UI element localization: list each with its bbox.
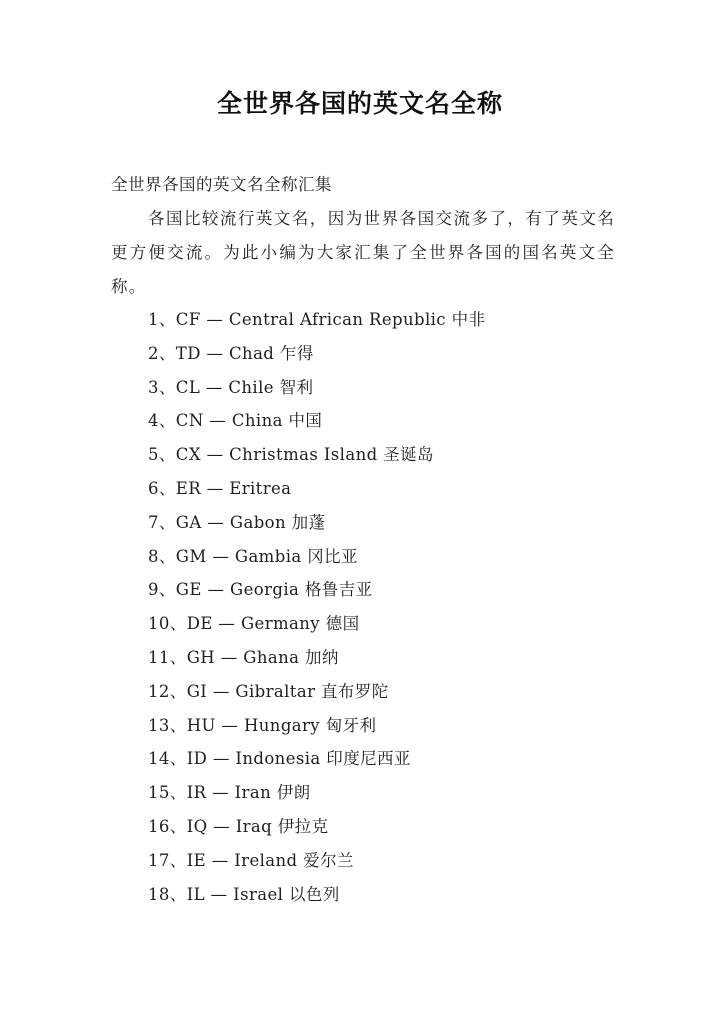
list-item: 17、IE — Ireland 爱尔兰 bbox=[148, 850, 354, 870]
list-item: 9、GE — Georgia 格鲁吉亚 bbox=[148, 580, 373, 600]
list-item: 18、IL — Israel 以色列 bbox=[148, 884, 340, 904]
list-item: 14、ID — Indonesia 印度尼西亚 bbox=[148, 749, 411, 769]
list-item: 11、GH — Ghana 加纳 bbox=[148, 647, 339, 667]
list-item: 4、CN — China 中国 bbox=[148, 411, 323, 431]
list-item: 7、GA — Gabon 加蓬 bbox=[148, 512, 326, 532]
document-subtitle: 全世界各国的英文名全称汇集 bbox=[111, 175, 332, 194]
list-item: 13、HU — Hungary 匈牙利 bbox=[148, 715, 377, 735]
list-item: 3、CL — Chile 智利 bbox=[148, 377, 314, 397]
country-list bbox=[148, 303, 485, 911]
intro-paragraph: 各国比较流行英文名，因为世界各国交流多了，有了英文名更方便交流。为此小编为大家汇集了全世界各国的国名英文全称。 bbox=[111, 209, 615, 296]
list-item: 6、ER — Eritrea bbox=[148, 478, 292, 498]
list-item: 2、TD — Chad 乍得 bbox=[148, 343, 314, 363]
list-item: 1、CF — Central African Republic 中非 bbox=[148, 310, 486, 329]
list-item: 8、GM — Gambia 冈比亚 bbox=[148, 546, 358, 566]
list-item: 12、GI — Gibraltar 直布罗陀 bbox=[148, 681, 389, 701]
document-title: 全世界各国的英文名全称 bbox=[216, 89, 503, 118]
list-item: 16、IQ — Iraq 伊拉克 bbox=[148, 816, 329, 836]
list-item: 15、IR — Iran 伊朗 bbox=[148, 783, 311, 803]
list-item: 10、DE — Germany 德国 bbox=[148, 614, 360, 634]
list-item: 5、CX — Christmas Island 圣诞岛 bbox=[148, 445, 434, 465]
